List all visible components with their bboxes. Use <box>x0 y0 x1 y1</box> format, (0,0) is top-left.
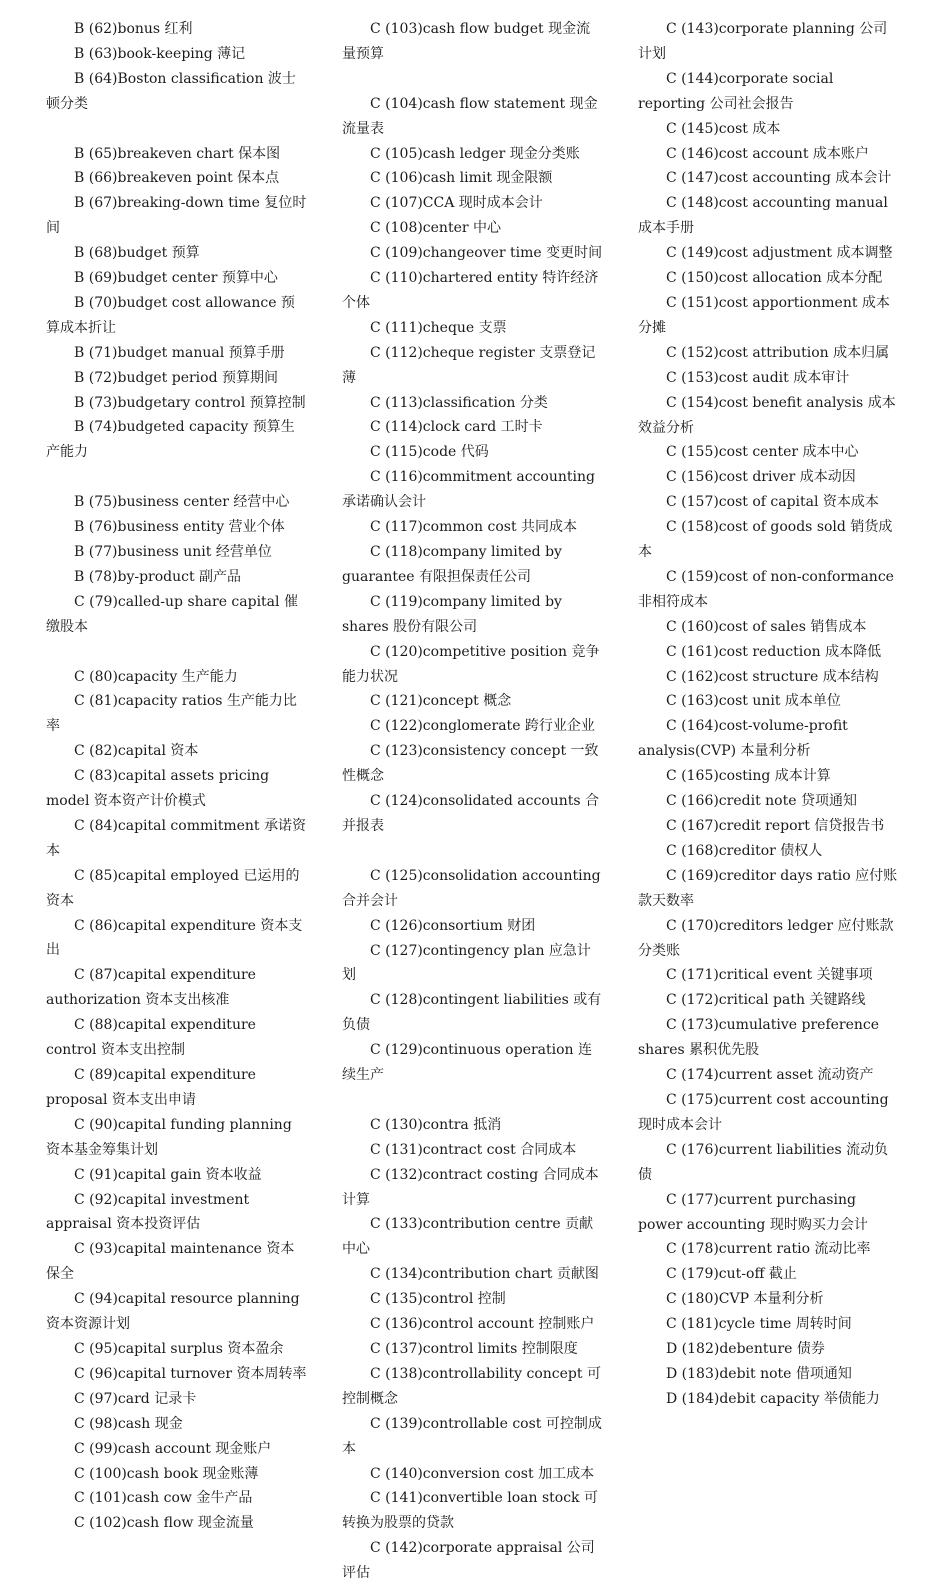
glossary-entry: C (123)consistency concept 一致性概念 <box>342 743 599 785</box>
glossary-entry: B (72)budget period 预算期间 <box>74 369 278 386</box>
glossary-entry: C (163)cost unit 成本单位 <box>666 693 841 710</box>
glossary-entry: C (150)cost allocation 成本分配 <box>666 270 883 287</box>
glossary-entry: D (184)debit capacity 举债能力 <box>666 1390 880 1407</box>
glossary-entry: C (165)costing 成本计算 <box>666 768 831 785</box>
glossary-entry: C (96)capital turnover 资本周转率 <box>74 1365 307 1382</box>
glossary-entry: C (137)control limits 控制限度 <box>370 1340 578 1357</box>
glossary-entry: C (166)credit note 贷项通知 <box>666 793 857 810</box>
glossary-entry: C (176)current liabilities 流动负债 <box>638 1141 889 1183</box>
glossary-entry: B (64)Boston classification 波士顿分类 <box>46 70 296 112</box>
glossary-entry: C (127)contingency plan 应急计划 <box>342 942 591 984</box>
glossary-entry: C (171)critical event 关键事项 <box>666 967 873 984</box>
glossary-entry: C (181)cycle time 周转时间 <box>666 1316 852 1333</box>
glossary-entry: B (68)budget 预算 <box>74 245 200 262</box>
glossary-entry: C (124)consolidated accounts 合并报表 <box>342 793 600 834</box>
glossary-entry: C (108)center 中心 <box>370 220 502 237</box>
glossary-entry: C (110)chartered entity 特许经济个体 <box>342 270 599 311</box>
glossary-entry: C (180)CVP 本量利分析 <box>666 1291 824 1308</box>
glossary-entry: B (71)budget manual 预算手册 <box>74 344 285 361</box>
glossary-entry: C (130)contra 抵消 <box>370 1116 502 1133</box>
glossary-entry: B (70)budget cost allowance 预算成本折让 <box>46 294 295 336</box>
glossary-entry: C (174)current asset 流动资产 <box>666 1067 874 1084</box>
glossary-entry: C (114)clock card 工时卡 <box>370 419 543 436</box>
glossary-entry: C (160)cost of sales 销售成本 <box>666 618 867 635</box>
glossary-entry: C (154)cost benefit analysis 成本效益分析 <box>638 394 896 436</box>
glossary-entry: C (100)cash book 现金账薄 <box>74 1465 259 1482</box>
glossary-entry: C (170)creditors ledger 应付账款分类账 <box>638 917 894 959</box>
glossary-entry: B (74)budgeted capacity 预算生产能力 <box>46 419 295 461</box>
glossary-entry: C (105)cash ledger 现金分类账 <box>370 145 580 162</box>
glossary-entry: C (101)cash cow 金牛产品 <box>74 1490 253 1507</box>
glossary-entry: C (80)capacity 生产能力 <box>74 668 238 685</box>
glossary-entry: C (145)cost 成本 <box>666 120 781 137</box>
glossary-entry: D (182)debenture 债券 <box>666 1341 825 1358</box>
blank-line <box>342 67 604 92</box>
glossary-entry: B (63)book-keeping 薄记 <box>74 45 246 62</box>
glossary-entry: C (128)contingent liabilities 或有负债 <box>342 992 602 1034</box>
glossary-entry: C (167)credit report 信贷报告书 <box>666 818 885 834</box>
glossary-entry: C (172)critical path 关键路线 <box>666 992 866 1009</box>
glossary-entry: C (88)capital expenditure control 资本支出控制 <box>46 1017 256 1059</box>
glossary-entry: C (113)classification 分类 <box>370 394 548 411</box>
glossary-entry: C (129)continuous operation 连续生产 <box>342 1042 593 1084</box>
glossary-entry: C (134)contribution chart 贡献图 <box>370 1266 599 1283</box>
glossary-entry: C (86)capital expenditure 资本支出 <box>46 917 303 959</box>
glossary-column-1 <box>46 17 308 1536</box>
glossary-entry: C (140)conversion cost 加工成本 <box>370 1465 595 1482</box>
glossary-entry: C (120)competitive position 竞争能力状况 <box>342 643 600 685</box>
glossary-entry: C (179)cut-off 截止 <box>666 1266 797 1283</box>
glossary-entry: C (156)cost driver 成本动因 <box>666 469 856 486</box>
blank-line <box>46 117 308 142</box>
glossary-entry: C (91)capital gain 资本收益 <box>74 1166 262 1183</box>
glossary-entry: C (83)capital assets pricing model 资本资产计价模式 <box>46 768 270 810</box>
glossary-column-3 <box>638 17 900 1412</box>
glossary-entry: C (106)cash limit 现金限额 <box>370 170 553 187</box>
glossary-entry: C (152)cost attribution 成本归属 <box>666 344 890 361</box>
glossary-entry: C (151)cost apportionment 成本分摊 <box>638 294 890 336</box>
glossary-entry: C (135)control 控制 <box>370 1291 506 1308</box>
blank-line <box>46 640 308 665</box>
glossary-entry: C (175)current cost accounting 现时成本会计 <box>638 1091 889 1133</box>
glossary-entry: C (132)contract costing 合同成本计算 <box>342 1166 599 1208</box>
glossary-entry: C (90)capital funding planning 资本基金筹集计划 <box>46 1116 292 1158</box>
glossary-entry: C (98)cash 现金 <box>74 1415 183 1432</box>
glossary-entry: C (131)contract cost 合同成本 <box>370 1141 577 1158</box>
glossary-entry: B (76)business entity 营业个体 <box>74 519 285 536</box>
glossary-entry: C (102)cash flow 现金流量 <box>74 1515 254 1532</box>
glossary-entry: C (85)capital employed 已运用的资本 <box>46 867 300 909</box>
glossary-entry: C (158)cost of goods sold 销货成本 <box>638 519 893 561</box>
glossary-entry: C (125)consolidation accounting 合并会计 <box>342 867 601 909</box>
glossary-entry: C (107)CCA 现时成本会计 <box>370 195 543 212</box>
glossary-entry: C (97)card 记录卡 <box>74 1390 197 1407</box>
glossary-entry: C (99)cash account 现金账户 <box>74 1440 272 1457</box>
glossary-entry: C (161)cost reduction 成本降低 <box>666 643 882 660</box>
glossary-entry: C (173)cumulative preference shares 累积优先股 <box>638 1017 880 1059</box>
glossary-entry: C (117)common cost 共同成本 <box>370 519 578 536</box>
glossary-entry: C (122)conglomerate 跨行业企业 <box>370 718 595 735</box>
blank-line <box>342 839 604 864</box>
glossary-entry: C (168)creditor 债权人 <box>666 842 823 859</box>
glossary-entry: C (162)cost structure 成本结构 <box>666 668 879 685</box>
glossary-entry: D (183)debit note 借项通知 <box>666 1365 852 1382</box>
glossary-entry: C (139)controllable cost 可控制成本 <box>342 1415 602 1457</box>
glossary-entry: C (147)cost accounting 成本会计 <box>666 170 892 187</box>
glossary-entry: C (94)capital resource planning 资本资源计划 <box>46 1291 300 1333</box>
glossary-entry: C (119)company limited by shares 股份有限公司 <box>342 593 562 635</box>
glossary-entry: C (148)cost accounting manual 成本手册 <box>638 195 888 237</box>
glossary-entry: C (103)cash flow budget 现金流量预算 <box>342 21 591 62</box>
blank-line <box>46 465 308 490</box>
glossary-entry: C (116)commitment accounting 承诺确认会计 <box>342 469 595 511</box>
glossary-entry: B (78)by-product 副产品 <box>74 568 242 585</box>
glossary-entry: C (89)capital expenditure proposal 资本支出申请 <box>46 1067 256 1108</box>
glossary-entry: C (177)current purchasing power accounting 现时购买力会计 <box>638 1191 868 1233</box>
glossary-entry: B (73)budgetary control 预算控制 <box>74 394 306 411</box>
glossary-entry: C (81)capacity ratios 生产能力比率 <box>46 693 297 735</box>
glossary-entry: C (142)corporate appraisal 公司评估 <box>342 1540 595 1582</box>
glossary-entry: C (149)cost adjustment 成本调整 <box>666 245 893 262</box>
glossary-entry: C (164)cost-volume-profit analysis(CVP) 本量利分析 <box>638 718 848 760</box>
glossary-entry: C (143)corporate planning 公司计划 <box>638 21 888 62</box>
glossary-entry: B (66)breakeven point 保本点 <box>74 170 280 187</box>
glossary-entry: C (178)current ratio 流动比率 <box>666 1241 871 1258</box>
glossary-entry: C (112)cheque register 支票登记薄 <box>342 344 596 386</box>
glossary-entry: C (84)capital commitment 承诺资本 <box>46 817 307 859</box>
glossary-entry: B (67)breaking-down time 复位时间 <box>46 195 307 237</box>
glossary-entry: C (104)cash flow statement 现金流量表 <box>342 95 598 137</box>
glossary-entry: C (169)creditor days ratio 应付账款天数率 <box>638 867 898 909</box>
glossary-entry: C (153)cost audit 成本审计 <box>666 369 850 386</box>
glossary-entry: C (155)cost center 成本中心 <box>666 444 859 461</box>
glossary-entry: C (118)company limited by guarantee 有限担保责任公司 <box>342 544 562 585</box>
glossary-entry: C (95)capital surplus 资本盈余 <box>74 1340 284 1357</box>
glossary-entry: C (109)changeover time 变更时间 <box>370 245 603 262</box>
glossary-entry: C (157)cost of capital 资本成本 <box>666 494 879 511</box>
glossary-entry: B (69)budget center 预算中心 <box>74 270 278 287</box>
glossary-entry: B (65)breakeven chart 保本图 <box>74 145 281 162</box>
glossary-entry: C (159)cost of non-conformance 非相符成本 <box>638 568 894 610</box>
glossary-entry: B (75)business center 经营中心 <box>74 494 290 511</box>
glossary-entry: C (141)convertible loan stock 可转换为股票的贷款 <box>342 1490 598 1532</box>
glossary-entry: C (92)capital investment appraisal 资本投资评估 <box>46 1191 250 1233</box>
glossary-entry: C (79)called-up share capital 催缴股本 <box>46 593 298 635</box>
blank-line <box>342 1088 604 1113</box>
glossary-entry: C (146)cost account 成本账户 <box>666 145 869 162</box>
glossary-entry: C (115)code 代码 <box>370 444 489 461</box>
glossary-entry: C (126)consortium 财团 <box>370 917 536 934</box>
glossary-entry: C (121)concept 概念 <box>370 693 512 710</box>
glossary-column-2 <box>342 17 604 1586</box>
glossary-entry: B (62)bonus 红利 <box>74 21 193 37</box>
glossary-entry: C (133)contribution centre 贡献中心 <box>342 1216 594 1258</box>
glossary-entry: C (138)controllability concept 可控制概念 <box>342 1365 601 1407</box>
glossary-entry: C (87)capital expenditure authorization 资本支出核准 <box>46 967 256 1009</box>
glossary-entry: C (93)capital maintenance 资本保全 <box>46 1241 295 1283</box>
glossary-entry: B (77)business unit 经营单位 <box>74 544 272 560</box>
glossary-entry: C (111)cheque 支票 <box>370 319 507 336</box>
glossary-entry: C (136)control account 控制账户 <box>370 1316 595 1333</box>
glossary-entry: C (144)corporate social reporting 公司社会报告 <box>638 70 834 112</box>
glossary-entry: C (82)capital 资本 <box>74 743 199 760</box>
